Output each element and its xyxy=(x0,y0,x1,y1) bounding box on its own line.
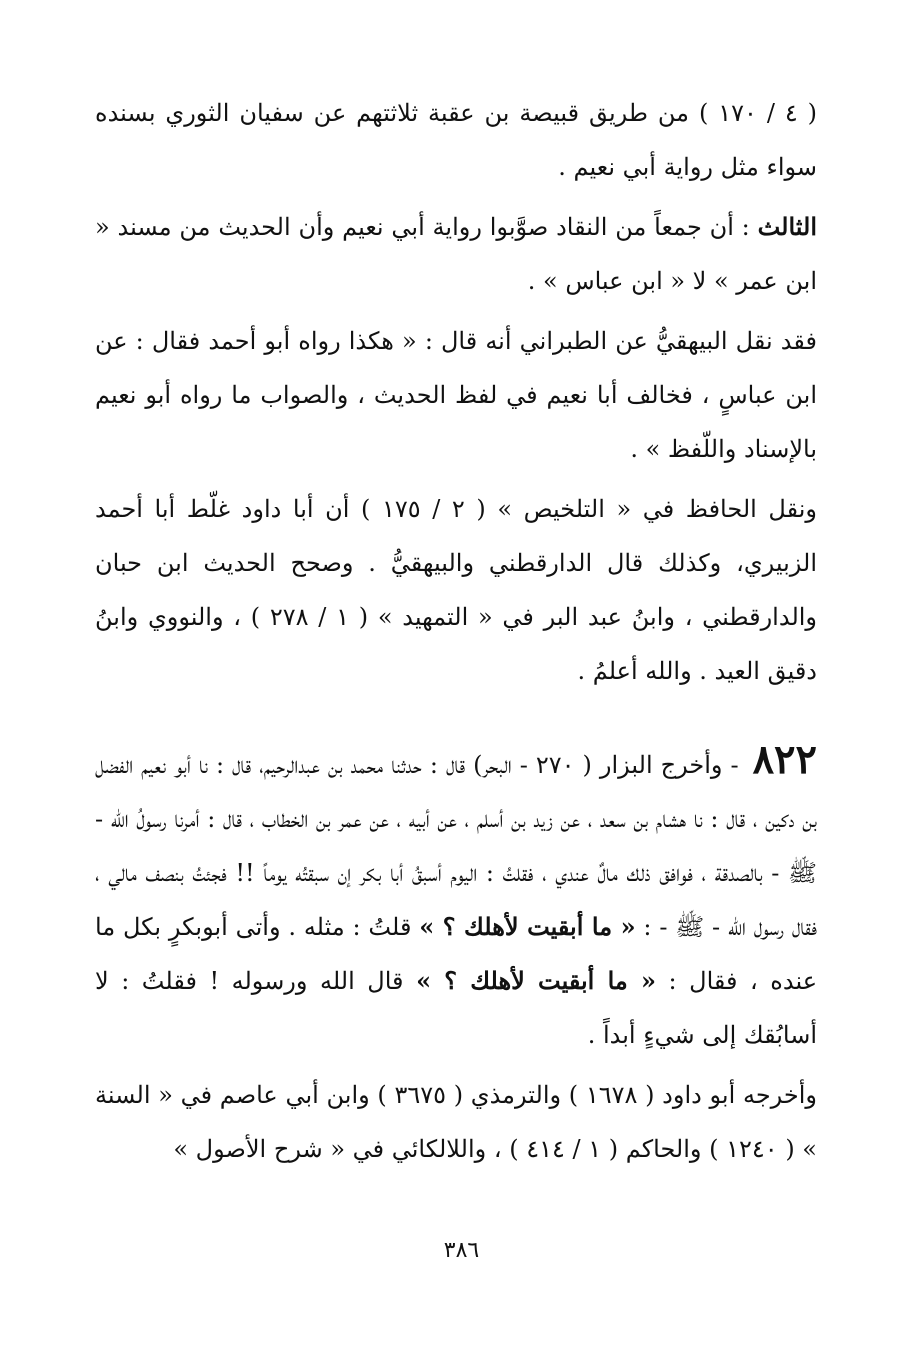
page-number: ٣٨٦ xyxy=(443,1238,480,1263)
paragraph-third-point xyxy=(95,200,817,308)
third-point-text: : أن جمعاً من النقاد صوَّبوا رواية أبي نعيم وأن الحديث من مسند « ابن عمر » لا « ابن عباس » . xyxy=(95,213,817,295)
paragraph-bayhaqi: فقد نقل البيهقيُّ عن الطبراني أنه قال : « هكذا رواه أبو أحمد فقال : عن ابن عباسٍ ، فخالف أبا نعيم في لفظ الحديث ، والصواب ما رواه أبو نعيم بالإسناد واللّفظ » . xyxy=(95,327,817,463)
hadith-text-part-1: - وأخرج البزار ( ٢٧٠ - البحر) قال : حدثنا محمد بن عبدالرحيم، قال : نا أبو نعيم الفضل بن دكين ، قال : نا هشام بن سعد ، عن زيد بن أسلم ، عن أبيه ، عن عمر بن الخطاب ، قال : أمرنا رسولُ الله - ﷺ - بالصدقة ، فوافق ذلك مالٌ عندي ، فقلتُ : اليوم أسبقُ أبا بكر إن سبقتُه يوماً !! فجئتُ بنصف مالي ، فقال رسول الله - ﷺ - : xyxy=(95,751,817,941)
hadith-quote-2: « ما أبقيت لأهلك ؟ » xyxy=(416,966,657,995)
paragraph-takhrij: وأخرجه أبو داود ( ١٦٧٨ ) والترمذي ( ٣٦٧٥ ) وابن أبي عاصم في « السنة » ( ١٢٤٠ ) والحاكم ( ١ / ٤١٤ ) ، واللالكائي في « شرح الأصول » xyxy=(95,1081,818,1163)
paragraph-continuation: ( ٤ / ١٧٠ ) من طريق قبيصة بن عقبة ثلاثتهم عن سفيان الثوري بسنده سواء مثل رواية أبي نعيم . xyxy=(95,99,817,181)
hadith-entry xyxy=(95,738,817,1062)
page-body xyxy=(95,86,817,1182)
third-point-label: الثالث xyxy=(757,212,817,241)
hadith-quote-1: « ما أبقيت لأهلك ؟ » xyxy=(419,912,636,941)
paragraph-hafiz: ونقل الحافظ في « التلخيص » ( ٢ / ١٧٥ ) أن أبا داود غلّط أبا أحمد الزبيري، وكذلك قال الدارقطني والبيهقيُّ . وصحح الحديث ابن حبان والدارقطني ، وابنُ عبد البر في « التمهيد » ( ١ / ٢٧٨ ) ، والنووي وابنُ دقيق العيد . والله أعلمُ . xyxy=(95,495,818,685)
hadith-text-part-2: قلتُ : مثله . وأتى أبوبكرٍ بكل ما عنده ، فقال : xyxy=(95,913,818,995)
hadith-text-part-3: قال الله ورسوله ! فقلتُ : لا أسابُقك إلى شيءٍ أبداً . xyxy=(95,967,817,1049)
hadith-number: ٨٢٢ xyxy=(752,736,818,783)
